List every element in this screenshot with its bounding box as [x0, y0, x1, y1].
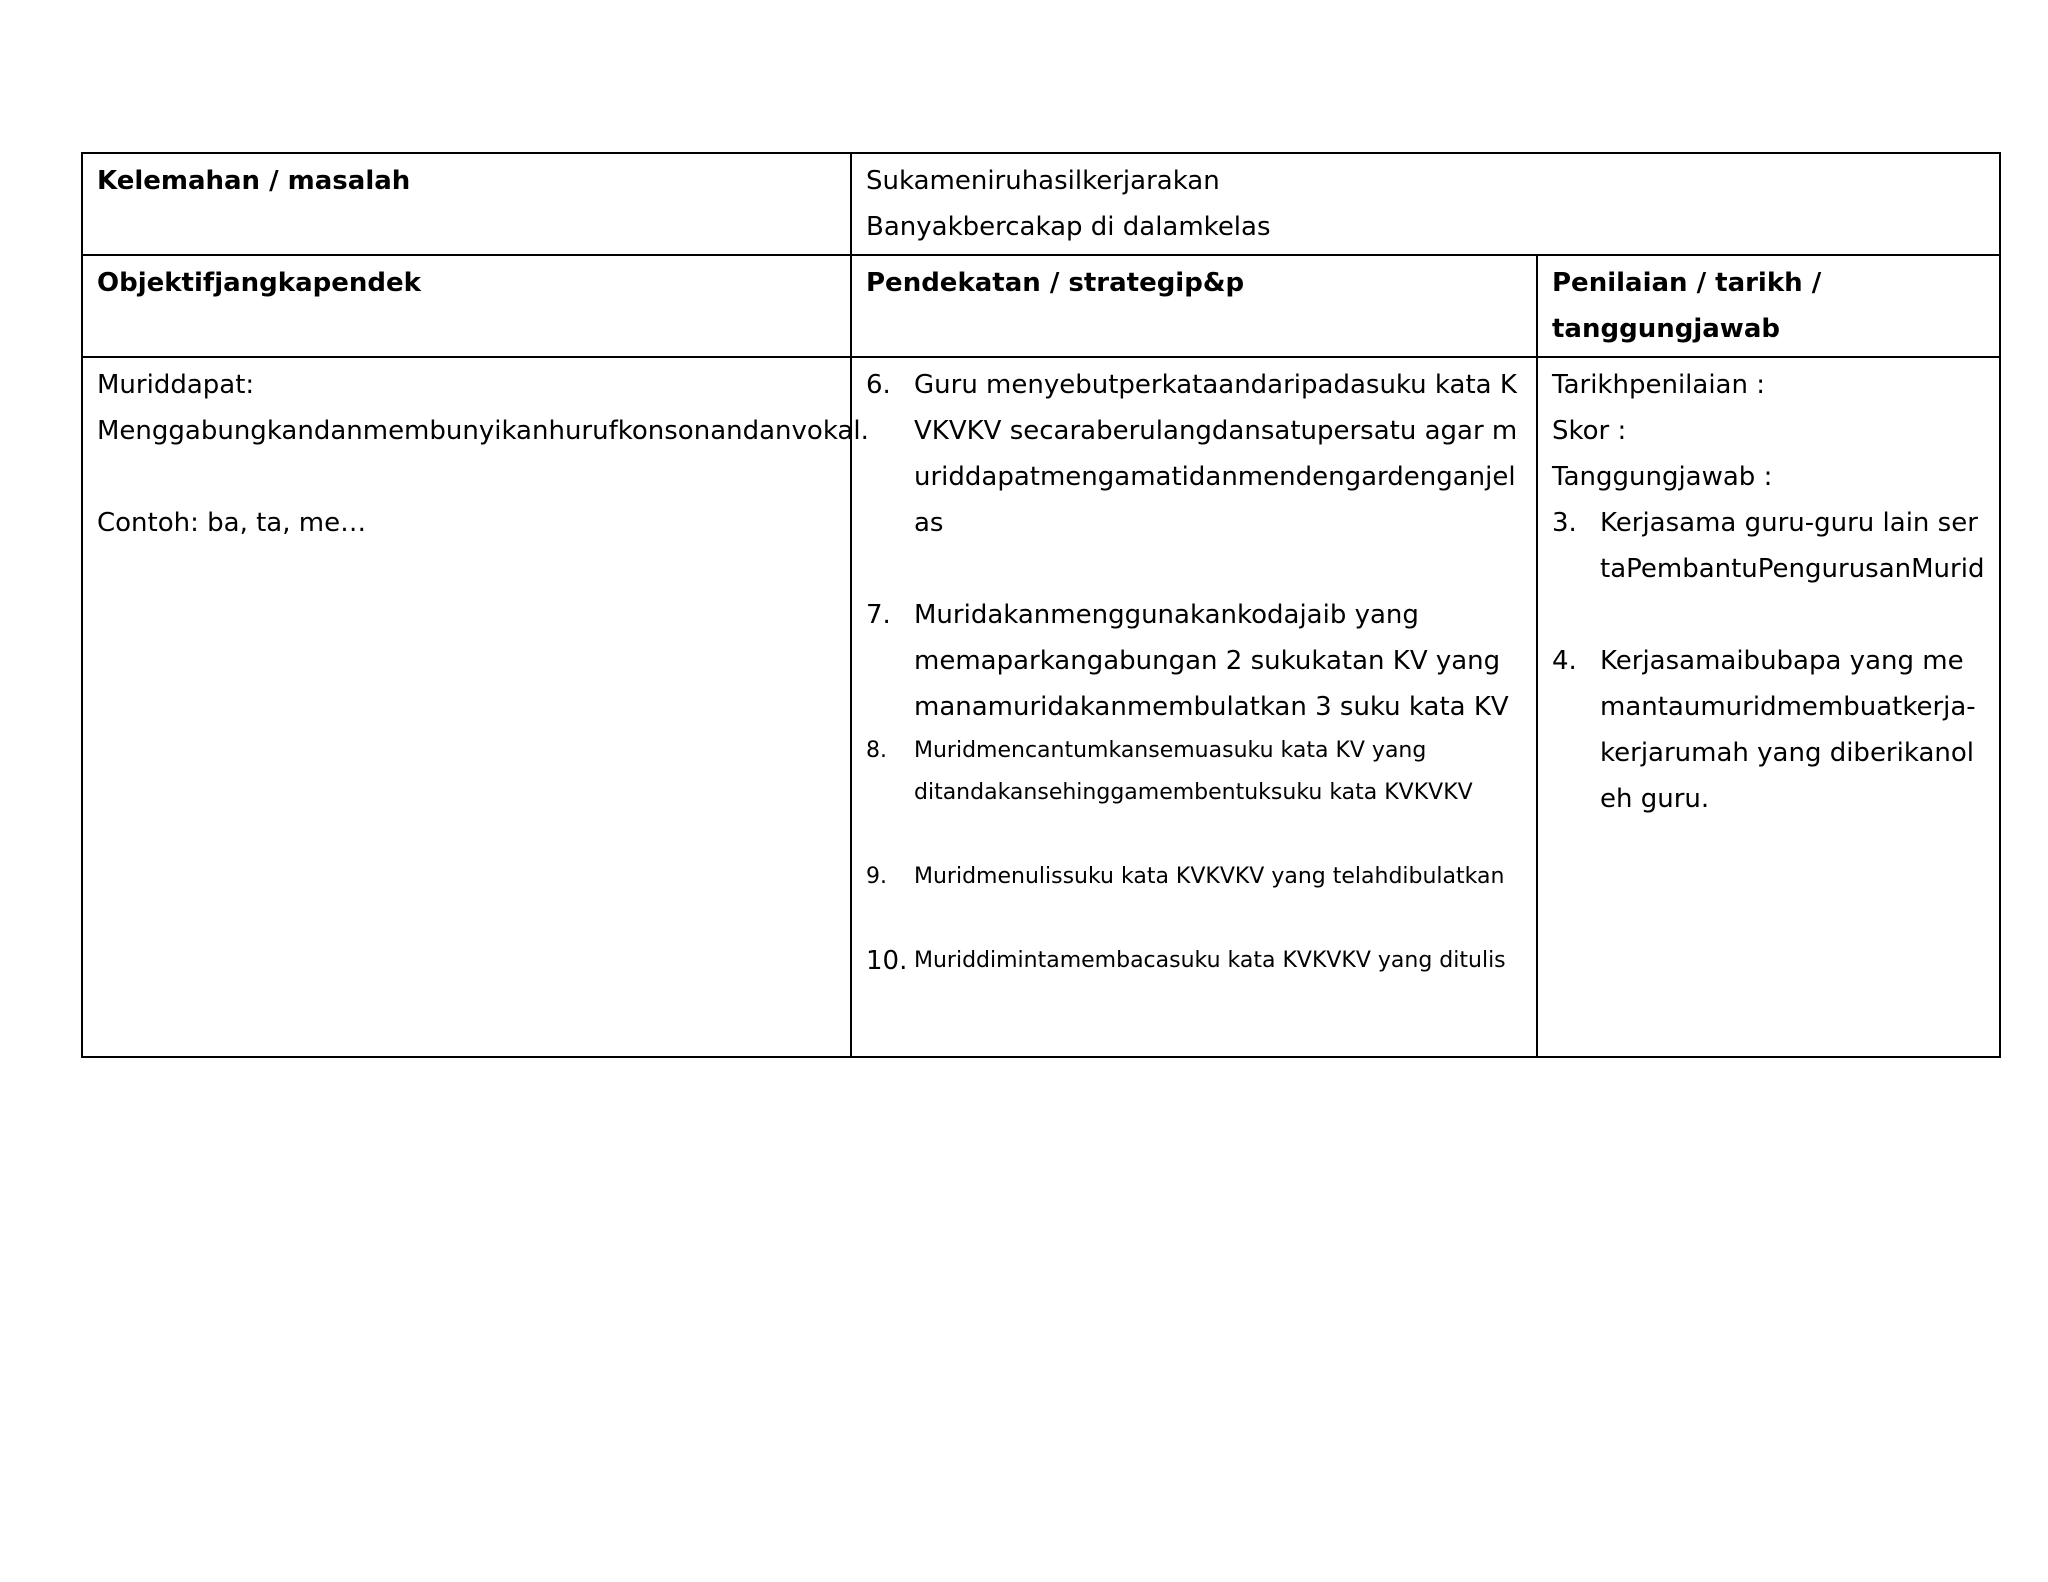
- header-assessment-line2: tanggungjawab: [1552, 314, 1780, 344]
- assessment-number: 4.: [1552, 646, 1577, 676]
- assessment-text: Kerjasamaibubapa yang memantaumuridmembuatkerja-kerjarumah yang diberikanoleh guru.: [1600, 646, 1976, 814]
- strategy-number: 7.: [866, 600, 891, 630]
- header-assessment-line1: Penilaian / tarikh /: [1552, 268, 1822, 298]
- assessment-score-label: Skor :: [1552, 416, 1627, 446]
- strategy-cell: [851, 357, 1537, 1057]
- assessment-number: 3.: [1552, 508, 1577, 538]
- strategy-item: [866, 730, 1522, 814]
- header-objective-cell: [82, 255, 851, 357]
- strategy-text: Muridmencantumkansemuasuku kata KV yang ditandakansehinggamembentuksuku kata KVKVKV: [914, 738, 1473, 805]
- weakness-label-cell: [82, 153, 851, 255]
- strategy-item: [866, 362, 1522, 546]
- assessment-date-label: Tarikhpenilaian :: [1552, 370, 1765, 400]
- header-strategy: Pendekatan / strategip&p: [866, 268, 1245, 298]
- spacer: [97, 454, 836, 500]
- strategy-item: [866, 592, 1522, 730]
- weakness-content-cell: [851, 153, 2000, 255]
- strategy-text: Muriddimintamembacasuku kata KVKVKV yang ditulis: [914, 948, 1506, 973]
- assessment-item: [1552, 500, 1985, 592]
- assessment-item: [1552, 638, 1985, 822]
- strategy-text: Guru menyebutperkataandaripadasuku kata KVKVKV secaraberulangdansatupersatu agar muriddapatmengamatidanmendengardenganjelas: [914, 370, 1518, 538]
- strategy-text: Muridakanmenggunakankodajaib yang memaparkangabungan 2 sukukatan KV yang manamuridakanmembulatkan 3 suku kata KV: [914, 600, 1509, 722]
- assessment-cell: [1537, 357, 2000, 1057]
- strategy-text: Muridmenulissuku kata KVKVKV yang telahdibulatkan: [914, 864, 1505, 889]
- weakness-label: Kelemahan / masalah: [97, 166, 411, 196]
- header-assessment-cell: [1537, 255, 2000, 357]
- objective-statement: Menggabungkandanmembunyikanhurufkonsonandanvokal.: [97, 416, 869, 446]
- header-strategy-cell: [851, 255, 1537, 357]
- problem-item: Banyakbercakap di dalamkelas: [866, 212, 1271, 242]
- objective-example: Contoh: ba, ta, me…: [97, 508, 367, 538]
- assessment-list: [1552, 500, 1985, 822]
- assessment-responsibility-label: Tanggungjawab :: [1552, 462, 1773, 492]
- strategy-number: 9.: [866, 864, 887, 889]
- objective-cell: [82, 357, 869, 1057]
- strategy-item: [866, 856, 1522, 898]
- problem-item: Sukameniruhasilkerjarakan: [866, 166, 1220, 196]
- content-row: [82, 357, 2000, 1057]
- strategy-item: [866, 940, 1522, 982]
- assessment-text: Kerjasama guru-guru lain sertaPembantuPengurusanMurid: [1600, 508, 1985, 584]
- strategy-list: [866, 362, 1522, 982]
- header-objective: Objektifjangkapendek: [97, 268, 421, 298]
- header-row: [82, 255, 2000, 357]
- intervention-plan-table: [81, 152, 2001, 1058]
- objective-intro: Muriddapat:: [97, 370, 255, 400]
- strategy-number: 10.: [866, 946, 908, 976]
- strategy-number: 6.: [866, 370, 891, 400]
- strategy-number: 8.: [866, 738, 887, 763]
- weakness-row: [82, 153, 2000, 255]
